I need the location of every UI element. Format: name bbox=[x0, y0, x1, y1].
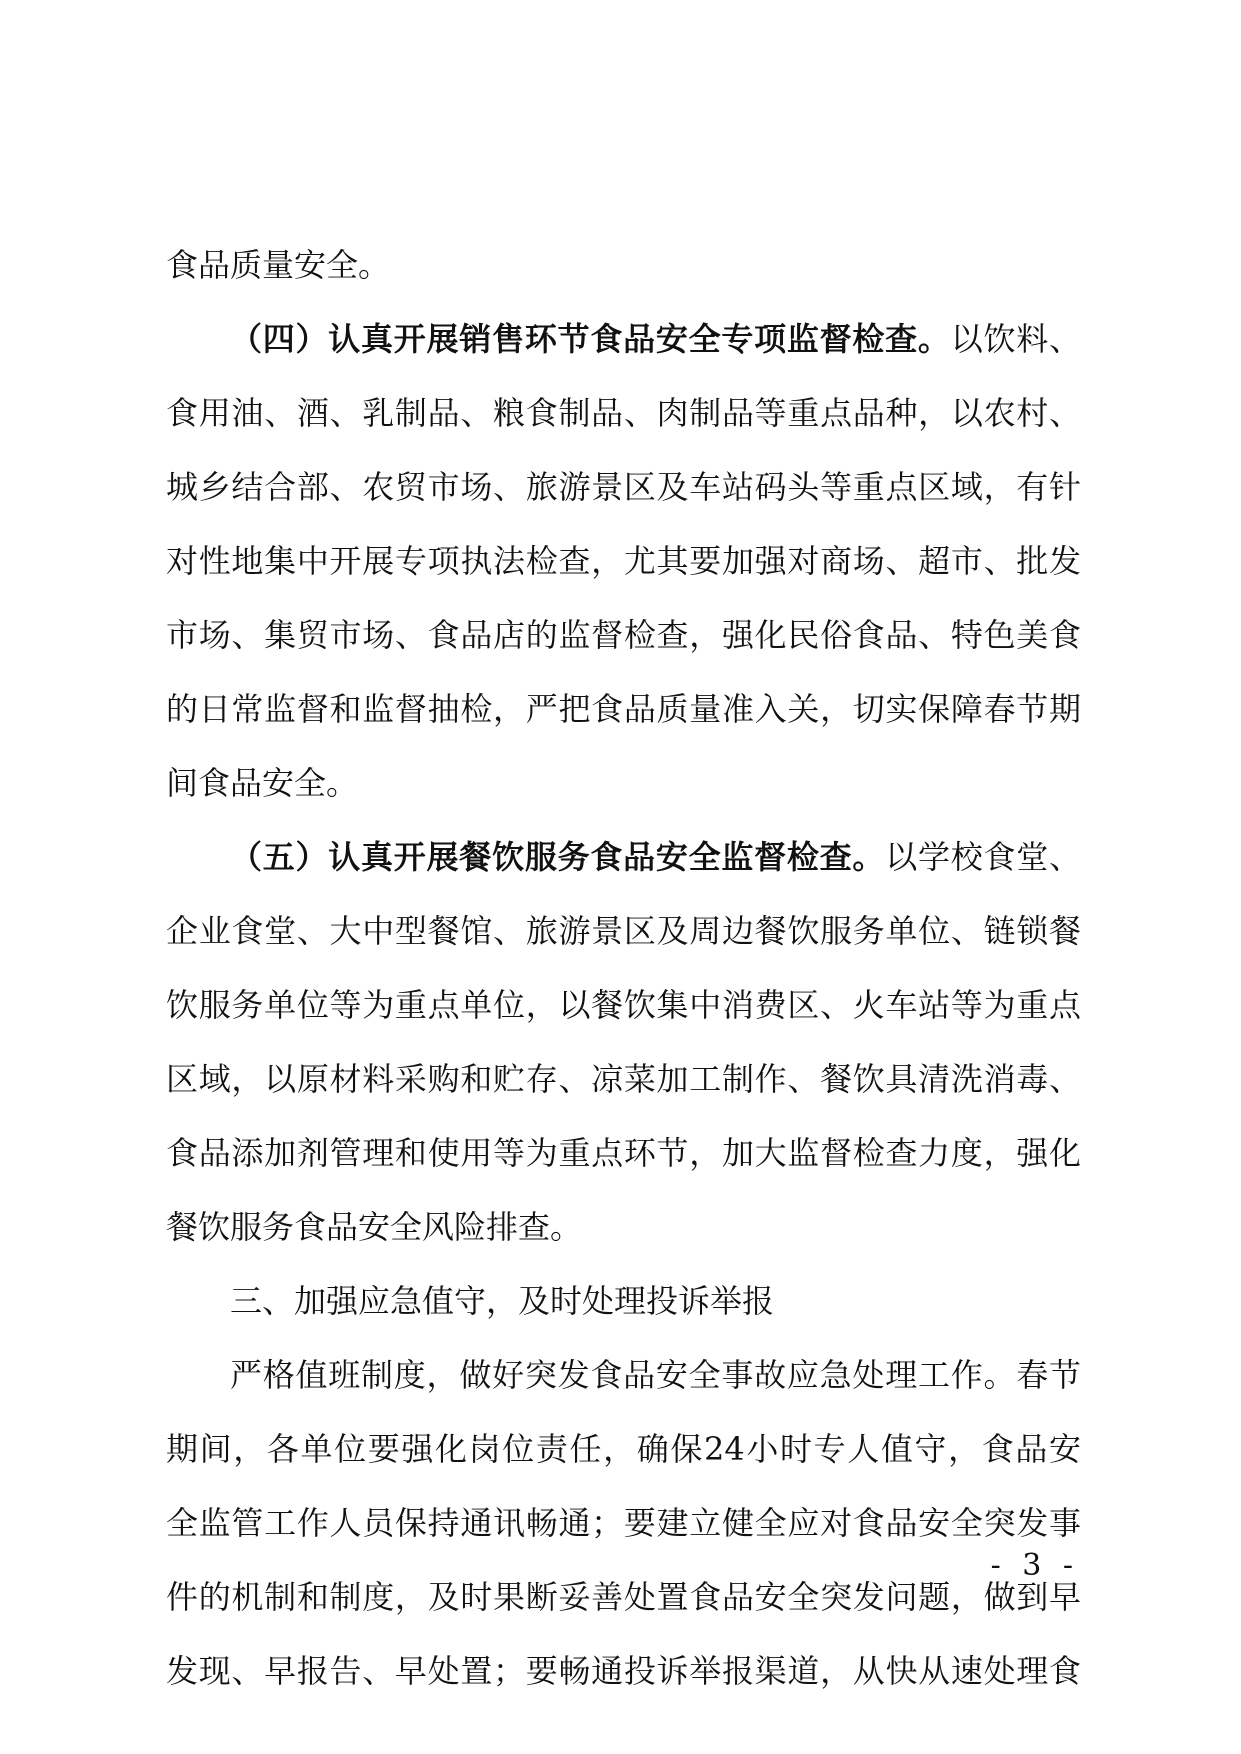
page-number: - 3 - bbox=[990, 1548, 1079, 1583]
text-line: 餐饮服务食品安全风险排查。 bbox=[166, 1208, 583, 1246]
text-line: 食用油、酒、乳制品、粮食制品、肉制品等重点品种，以农村、 bbox=[166, 394, 1081, 432]
text-line bbox=[166, 302, 1081, 376]
text-line: 全监管工作人员保持通讯畅通；要建立健全应对食品安全突发事 bbox=[166, 1504, 1081, 1542]
text-line: 间食品安全。 bbox=[166, 764, 359, 802]
text-line: 件的机制和制度，及时果断妥善处置食品安全突发问题，做到早 bbox=[166, 1578, 1081, 1616]
text-line: 区域，以原材料采购和贮存、凉菜加工制作、餐饮具清洗消毒、 bbox=[166, 1060, 1081, 1098]
subsection-heading-5: （五）认真开展餐饮服务食品安全监督检查。 bbox=[230, 838, 886, 876]
text-line: 的日常监督和监督抽检，严把食品质量准入关，切实保障春节期 bbox=[166, 690, 1081, 728]
text-line: 食品质量安全。 bbox=[166, 246, 391, 284]
text-fragment: 以学校食堂、 bbox=[885, 838, 1081, 876]
text-line: 期间，各单位要强化岗位责任，确保24小时专人值守，食品安 bbox=[166, 1430, 1081, 1468]
text-line: 发现、早报告、早处置；要畅通投诉举报渠道，从快从速处理食 bbox=[166, 1652, 1081, 1690]
document-body bbox=[166, 228, 1081, 1708]
text-line: 食品添加剂管理和使用等为重点环节，加大监督检查力度，强化 bbox=[166, 1134, 1081, 1172]
text-line: 严格值班制度，做好突发食品安全事故应急处理工作。春节 bbox=[230, 1356, 1081, 1394]
text-line: 饮服务单位等为重点单位，以餐饮集中消费区、火车站等为重点 bbox=[166, 986, 1081, 1024]
text-fragment: 以饮料、 bbox=[950, 320, 1081, 358]
subsection-heading-4: （四）认真开展销售环节食品安全专项监督检查。 bbox=[230, 320, 951, 358]
text-line bbox=[166, 820, 1081, 894]
section-title: 三、加强应急值守，及时处理投诉举报 bbox=[230, 1282, 775, 1320]
text-line: 市场、集贸市场、食品店的监督检查，强化民俗食品、特色美食 bbox=[166, 616, 1081, 654]
text-line: 企业食堂、大中型餐馆、旅游景区及周边餐饮服务单位、链锁餐 bbox=[166, 912, 1081, 950]
text-line: 对性地集中开展专项执法检查，尤其要加强对商场、超市、批发 bbox=[166, 542, 1081, 580]
text-line: 城乡结合部、农贸市场、旅游景区及车站码头等重点区域，有针 bbox=[166, 468, 1081, 506]
